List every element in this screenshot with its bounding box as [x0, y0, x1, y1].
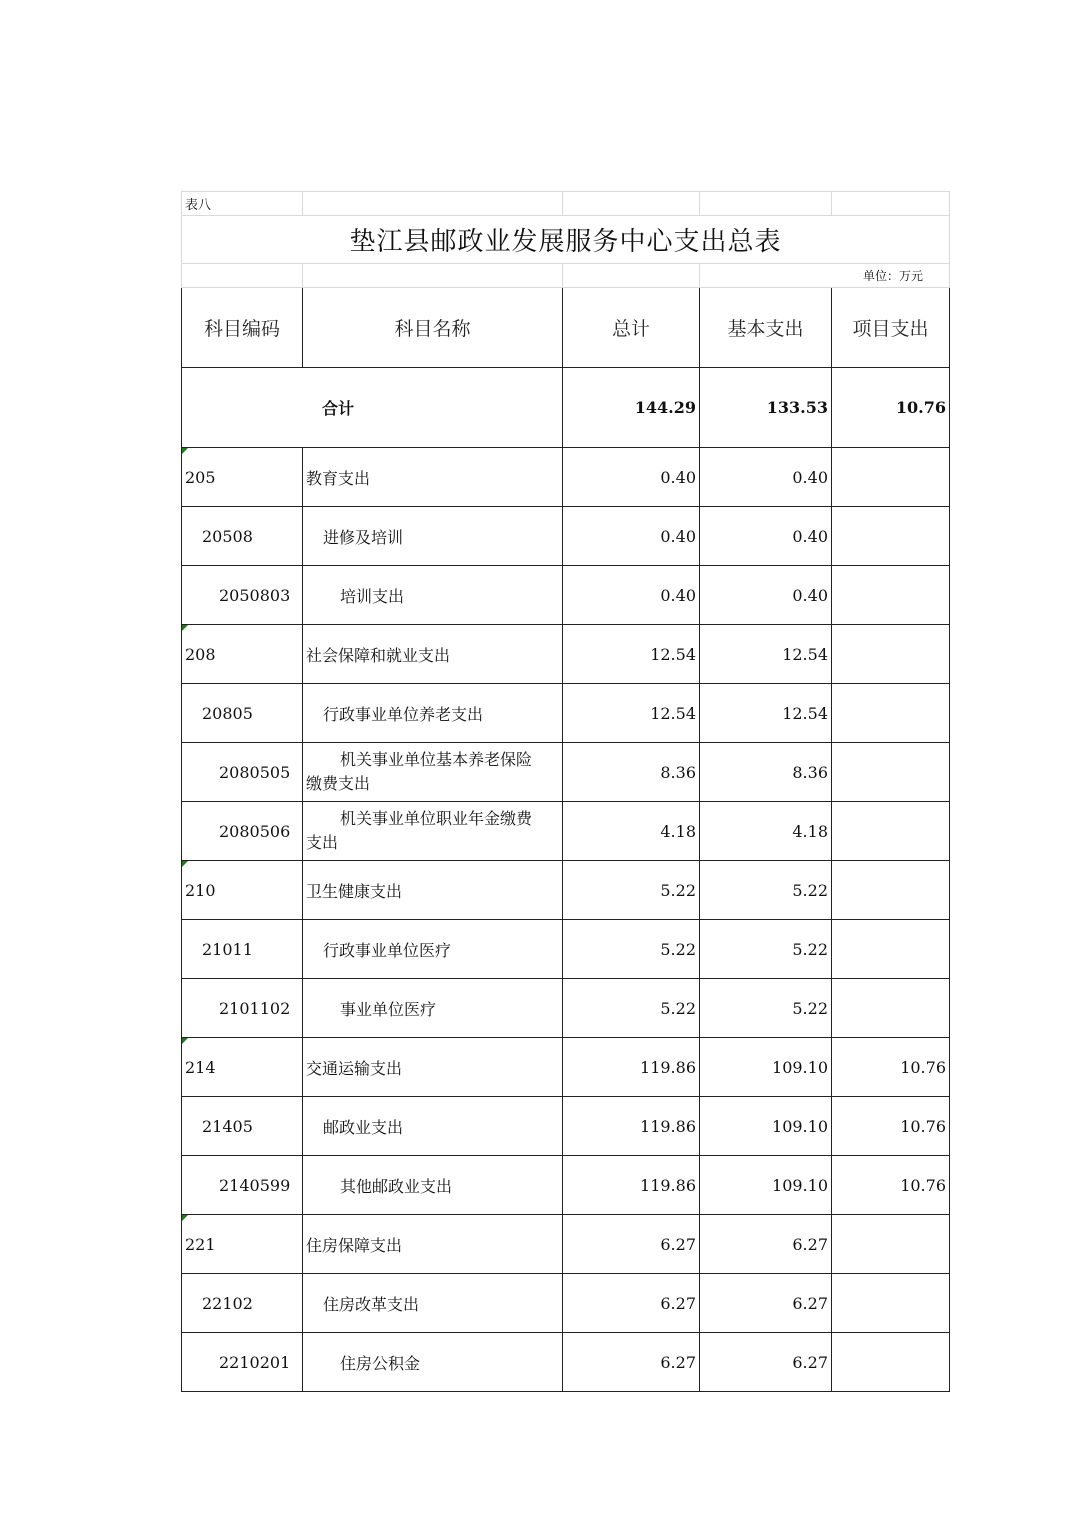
row-project [832, 684, 950, 743]
header-name: 科目名称 [303, 288, 563, 368]
row-total: 6.27 [563, 1333, 700, 1392]
subject-name: 社会保障和就业支出 [303, 625, 563, 684]
table-caption: 表八 [182, 192, 303, 216]
row-project [832, 1274, 950, 1333]
subject-name: 教育支出 [303, 448, 563, 507]
row-total: 119.86 [563, 1038, 700, 1097]
subject-name [303, 802, 563, 861]
unit-label: 单位：万元 [700, 264, 950, 288]
row-basic: 109.10 [700, 1038, 832, 1097]
header-row [182, 288, 950, 368]
subject-name: 交通运输支出 [303, 1038, 563, 1097]
row-total: 6.27 [563, 1215, 700, 1274]
table-row [182, 861, 950, 920]
cell-marker-icon [182, 448, 188, 454]
row-project: 10.76 [832, 1038, 950, 1097]
row-total: 8.36 [563, 743, 700, 802]
row-total: 12.54 [563, 684, 700, 743]
row-basic: 6.27 [700, 1333, 832, 1392]
header-project: 项目支出 [832, 288, 950, 368]
cell-marker-icon [182, 1215, 188, 1221]
row-basic: 6.27 [700, 1215, 832, 1274]
subject-name-line1: 机关事业单位职业年金缴费 [340, 809, 533, 828]
row-basic: 0.40 [700, 566, 832, 625]
row-basic: 12.54 [700, 684, 832, 743]
row-basic: 5.22 [700, 861, 832, 920]
expenditure-table [181, 191, 950, 1392]
subject-code: 20508 [182, 507, 303, 566]
table-row [182, 979, 950, 1038]
table-row [182, 920, 950, 979]
subject-code: 214 [185, 1057, 216, 1077]
subject-code: 21405 [182, 1097, 303, 1156]
row-total: 12.54 [563, 625, 700, 684]
subject-code: 2101102 [182, 979, 303, 1038]
subject-code: 210 [185, 880, 216, 900]
row-basic: 8.36 [700, 743, 832, 802]
total-basic: 133.53 [700, 368, 832, 448]
table-row [182, 1156, 950, 1215]
row-total: 5.22 [563, 979, 700, 1038]
row-project [832, 1215, 950, 1274]
row-total: 119.86 [563, 1097, 700, 1156]
row-project [832, 861, 950, 920]
row-total: 119.86 [563, 1156, 700, 1215]
row-total: 0.40 [563, 566, 700, 625]
cell-marker-icon [182, 625, 188, 631]
row-total: 5.22 [563, 920, 700, 979]
row-project [832, 448, 950, 507]
table-row [182, 684, 950, 743]
expenditure-summary-sheet [181, 191, 949, 1392]
subject-code: 2140599 [182, 1156, 303, 1215]
row-project: 10.76 [832, 1156, 950, 1215]
row-basic: 109.10 [700, 1097, 832, 1156]
table-row [182, 743, 950, 802]
header-code: 科目编码 [182, 288, 303, 368]
row-project [832, 743, 950, 802]
row-basic: 5.22 [700, 979, 832, 1038]
row-total: 6.27 [563, 1274, 700, 1333]
total-row [182, 368, 950, 448]
header-total: 总计 [563, 288, 700, 368]
row-project: 10.76 [832, 1097, 950, 1156]
row-project [832, 920, 950, 979]
row-total: 5.22 [563, 861, 700, 920]
unit-row [182, 264, 950, 288]
subject-code: 2080506 [182, 802, 303, 861]
table-row [182, 1215, 950, 1274]
subject-name-line2: 缴费支出 [306, 774, 371, 793]
subject-name: 住房公积金 [303, 1333, 563, 1392]
table-row [182, 566, 950, 625]
subject-name-line2: 支出 [306, 833, 339, 852]
cell-marker-icon [182, 1038, 188, 1044]
row-total: 0.40 [563, 448, 700, 507]
total-project: 10.76 [832, 368, 950, 448]
subject-code: 20805 [182, 684, 303, 743]
table-row [182, 1333, 950, 1392]
subject-name: 其他邮政业支出 [303, 1156, 563, 1215]
table-row [182, 625, 950, 684]
subject-name: 行政事业单位养老支出 [303, 684, 563, 743]
row-total: 0.40 [563, 507, 700, 566]
row-basic: 0.40 [700, 448, 832, 507]
row-basic: 109.10 [700, 1156, 832, 1215]
row-project [832, 566, 950, 625]
row-project [832, 507, 950, 566]
table-row [182, 1274, 950, 1333]
subject-name: 住房保障支出 [303, 1215, 563, 1274]
subject-name: 住房改革支出 [303, 1274, 563, 1333]
row-project [832, 625, 950, 684]
row-project [832, 1333, 950, 1392]
subject-name: 事业单位医疗 [303, 979, 563, 1038]
subject-code: 2050803 [182, 566, 303, 625]
subject-name: 培训支出 [303, 566, 563, 625]
table-row [182, 507, 950, 566]
subject-name: 邮政业支出 [303, 1097, 563, 1156]
cell-marker-icon [182, 861, 188, 867]
subject-code: 2210201 [182, 1333, 303, 1392]
row-basic: 6.27 [700, 1274, 832, 1333]
total-sum: 144.29 [563, 368, 700, 448]
row-basic: 5.22 [700, 920, 832, 979]
subject-name: 卫生健康支出 [303, 861, 563, 920]
subject-code: 208 [185, 644, 216, 664]
subject-code: 221 [185, 1234, 216, 1254]
row-basic: 4.18 [700, 802, 832, 861]
caption-row [182, 192, 950, 216]
subject-code: 21011 [182, 920, 303, 979]
title-row [182, 216, 950, 264]
subject-name-line1: 机关事业单位基本养老保险 [340, 750, 533, 769]
row-project [832, 802, 950, 861]
subject-code: 22102 [182, 1274, 303, 1333]
subject-code: 205 [185, 467, 216, 487]
row-basic: 0.40 [700, 507, 832, 566]
subject-name: 进修及培训 [303, 507, 563, 566]
subject-code: 2080505 [182, 743, 303, 802]
table-row [182, 1097, 950, 1156]
page-title: 垫江县邮政业发展服务中心支出总表 [182, 216, 950, 264]
total-label: 合计 [182, 368, 563, 448]
row-basic: 12.54 [700, 625, 832, 684]
subject-name [303, 743, 563, 802]
header-basic: 基本支出 [700, 288, 832, 368]
row-total: 4.18 [563, 802, 700, 861]
subject-name: 行政事业单位医疗 [303, 920, 563, 979]
table-row [182, 1038, 950, 1097]
row-project [832, 979, 950, 1038]
table-row [182, 802, 950, 861]
table-row [182, 448, 950, 507]
